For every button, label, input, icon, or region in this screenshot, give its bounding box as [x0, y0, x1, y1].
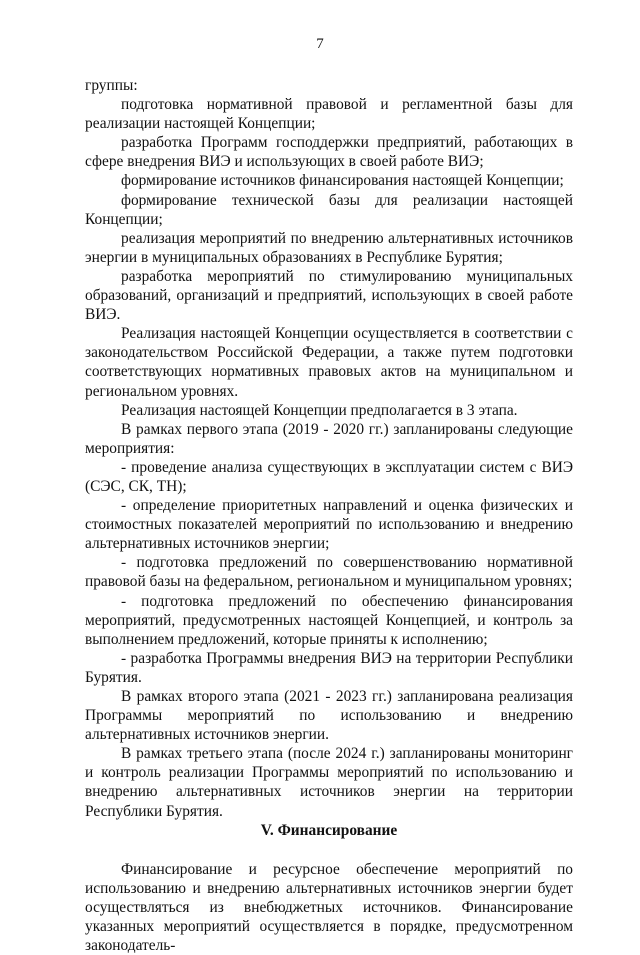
paragraph-normative-base: подготовка нормативной правовой и регламентной базы для реализации настоящей Концепции;: [85, 96, 573, 133]
page-number: 7: [316, 36, 324, 52]
list-item-analysis: - проведение анализа существующих в эксплуатации систем с ВИЭ (СЭС, СК, ТН);: [85, 458, 573, 495]
list-item-legal-proposals: - подготовка предложений по совершенствованию нормативной правовой базы на федеральном, региональном и муниципальном уровнях;: [85, 554, 573, 591]
document-body: [85, 76, 573, 955]
list-item-priorities: - определение приоритетных направлений и оценка физических и стоимостных показателей мероприятий по использованию и внедрению альтернативных источников энергии;: [85, 497, 573, 553]
paragraph-stage-one: В рамках первого этапа (2019 - 2020 гг.) запланированы следующие мероприятия:: [85, 420, 573, 457]
list-item-program-development: - разработка Программы внедрения ВИЭ на территории Республики Бурятия.: [85, 649, 573, 686]
paragraph-three-stages: Реализация настоящей Концепции предполагается в 3 этапа.: [121, 401, 518, 419]
paragraph-stimulation-measures: разработка мероприятий по стимулированию муниципальных образований, организаций и предприятий, использующих в своей работе ВИЭ.: [85, 267, 573, 324]
paragraph-municipal-implementation: реализация мероприятий по внедрению альтернативных источников энергии в муниципальных образованиях в Республике Бурятия;: [85, 229, 573, 266]
paragraph-technical-base: формирование технической базы для реализации настоящей Концепции;: [85, 191, 573, 228]
paragraph-support-programs: разработка Программ господдержки предприятий, работающих в сфере внедрения ВИЭ и использующих в своей работе ВИЭ;: [85, 134, 573, 171]
paragraph-financing: Финансирование и ресурсное обеспечение мероприятий по использованию и внедрению альтернативных источников энергии будет осуществляться из внебюджетных источников. Финансирование указанных мероприятий осуществляется в порядке, предусмотренном законодатель-: [85, 860, 573, 955]
paragraph-stage-three: В рамках третьего этапа (после 2024 г.) запланированы мониторинг и контроль реализации Программы мероприятий по использованию и внедрению альтернативных источников энергии на территории Республики Бурятия.: [85, 745, 573, 820]
list-item-financing-proposals: - подготовка предложений по обеспечению финансирования мероприятий, предусмотренных настоящей Концепцией, и контроль за выполнением предложений, которые приняты к исполнению;: [85, 592, 573, 648]
paragraph-groups-continuation: группы:: [85, 77, 138, 94]
section-heading: V. Финансирование: [260, 821, 398, 839]
paragraph-funding-sources: формирование источников финансирования настоящей Концепции;: [121, 172, 564, 190]
paragraph-legislation: Реализация настоящей Концепции осуществляется в соответствии с законодательством Российской Федерации, а также путем подготовки соответствующих нормативных правовых актов на муниципальном и региональном уровнях.: [85, 325, 573, 400]
paragraph-stage-two: В рамках второго этапа (2021 - 2023 гг.) запланирована реализация Программы мероприятий по использованию и внедрению альтернативных источников энергии.: [85, 688, 573, 744]
